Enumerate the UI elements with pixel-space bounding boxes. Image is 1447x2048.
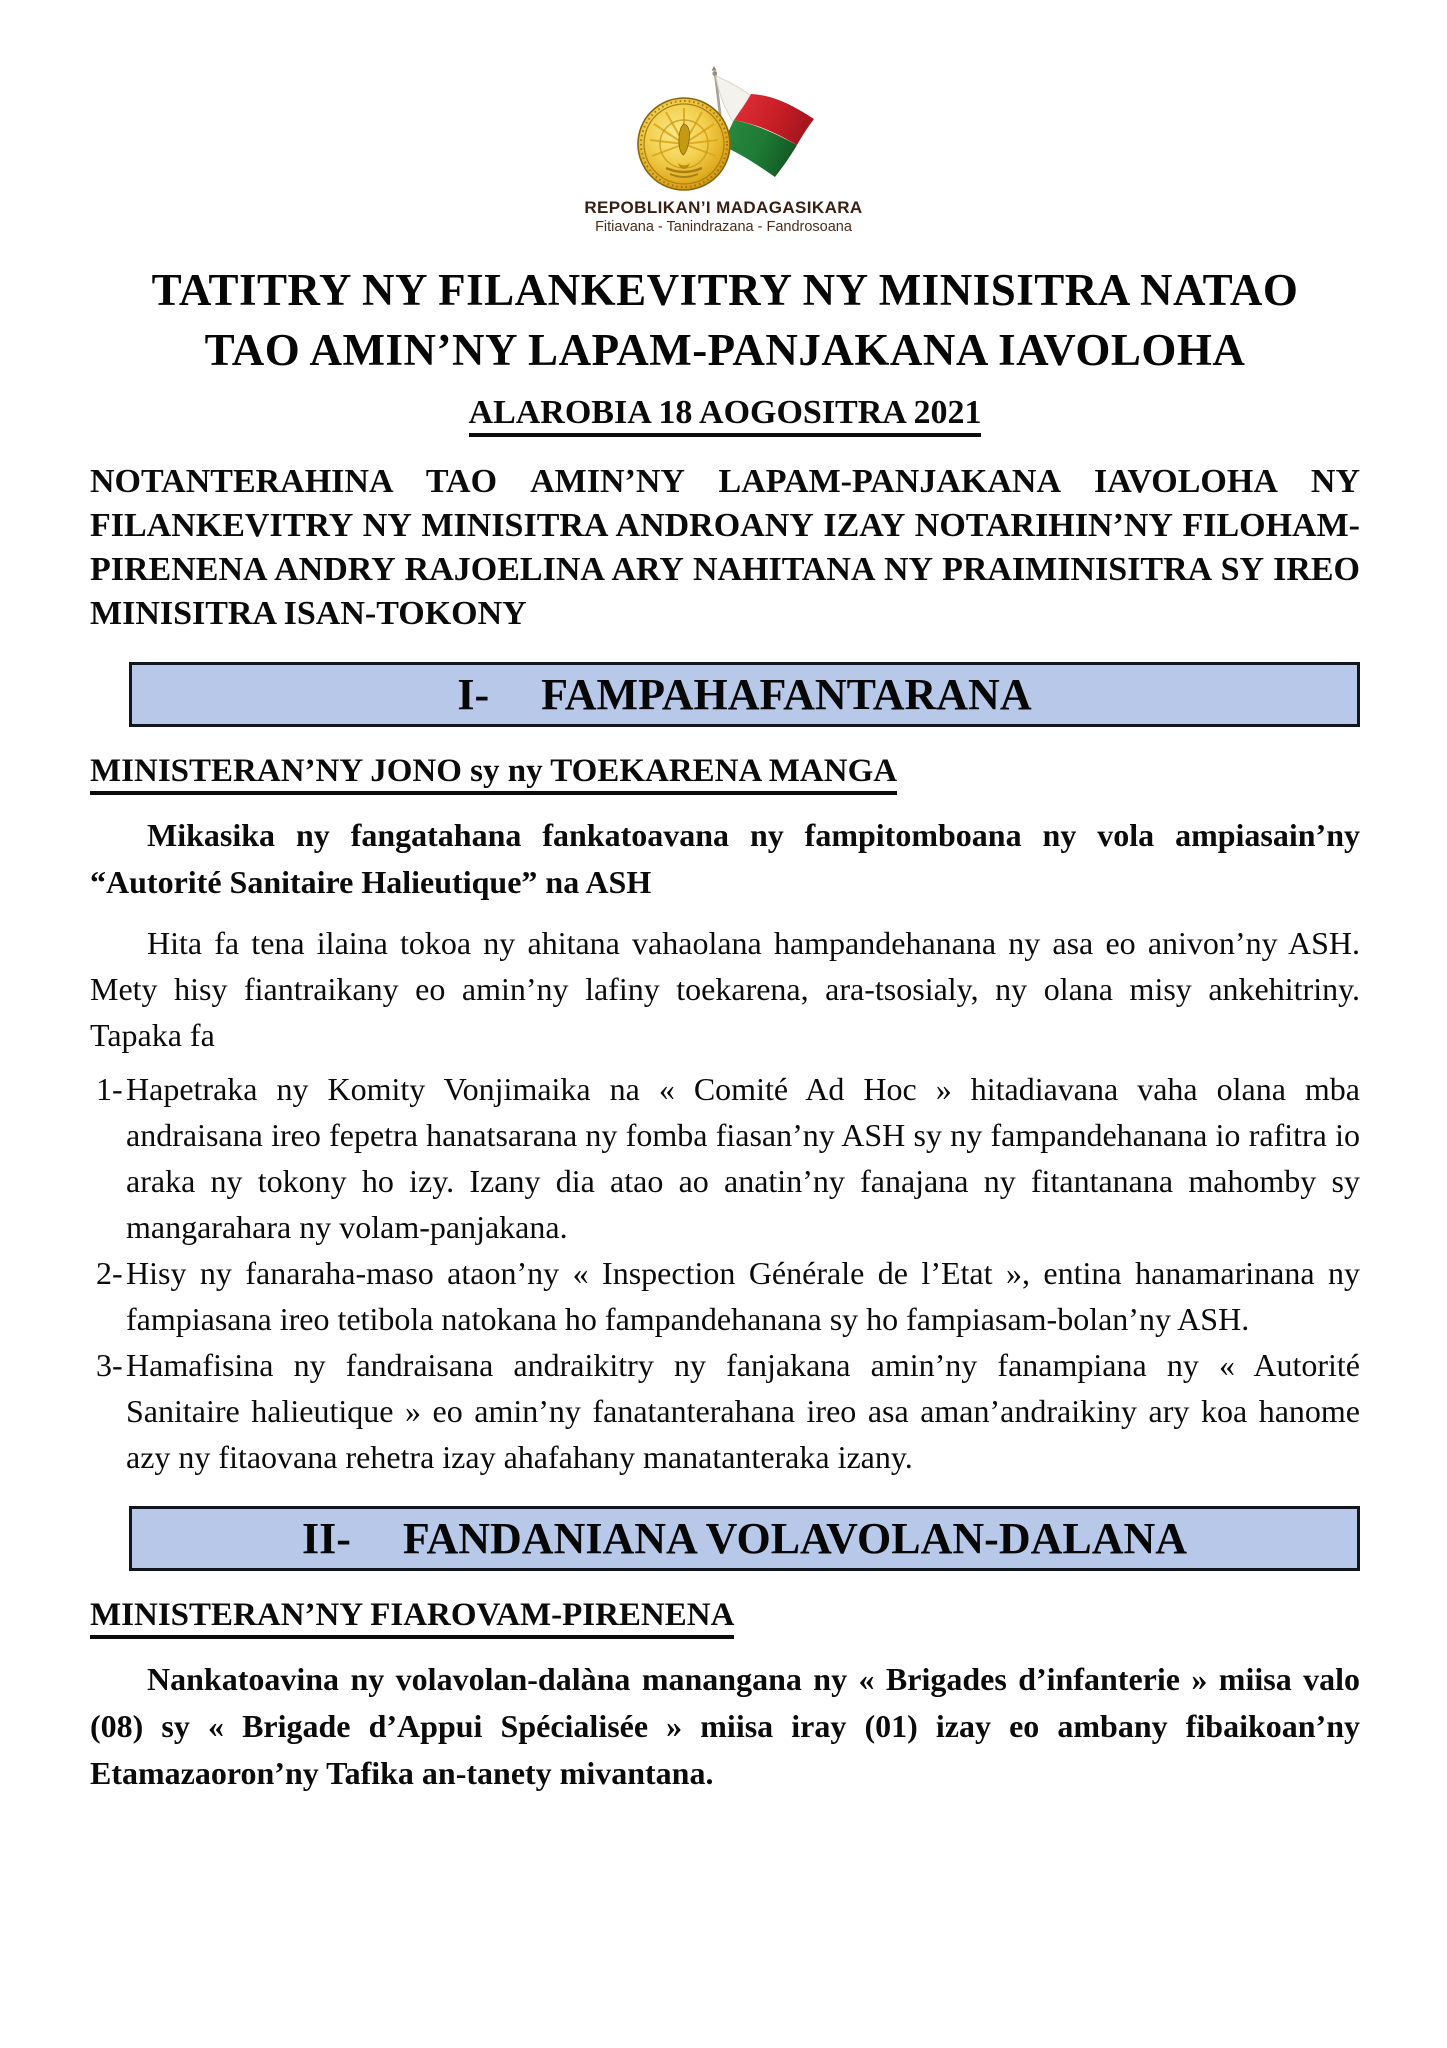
national-motto: Fitiavana - Tanindrazana - Fandrosoana: [595, 219, 852, 235]
country-name: REPOBLIKAN’I MADAGASIKARA: [584, 198, 863, 217]
document-title: [90, 260, 1360, 380]
gold-seal: [638, 98, 730, 190]
list-item-marker: 3-: [96, 1347, 123, 1383]
title-line-2: TAO AMIN’NY LAPAM-PANJAKANA IAVOLOHA: [204, 325, 1246, 375]
list-item: [90, 1342, 1360, 1480]
section-1-body-paragraph: Hita fa tena ilaina tokoa ny ahitana vahaolana hampandehanana ny asa eo anivon’ny ASH. Mety hisy fiantraikany eo amin’ny lafiny toekarena, ara-tsosialy, ny olana misy ankehitriny. Tapaka fa: [90, 925, 1360, 1053]
section-1-number: I-: [457, 670, 490, 719]
madagascar-coat-of-arms: [584, 64, 862, 235]
list-item-text: Hapetraka ny Komity Vonjimaika na « Comité Ad Hoc » hitadiavana vaha olana mba andraisana ireo fepetra hanatsarana ny fomba fiasan’ny ASH sy ny fampandehanana io rafitra io araka ny tokony ho izy. Izany dia atao ao anatin’ny fanajana ny fitantanana mahomby sy mangarahara ny volam-panjakana.: [126, 1071, 1360, 1245]
list-item-marker: 2-: [96, 1255, 123, 1291]
section-2-lead-paragraph: Nankatoavina ny volavolan-dalàna manangana ny « Brigades d’infanterie » miisa valo (08) sy « Brigade d’Appui Spécialisée » miisa iray (01) izay eo ambany fibaikoan’ny Etamazaoron’ny Tafika an-tanety mivantana.: [90, 1661, 1360, 1791]
ministry-2-text: MINISTERAN’NY FIAROVAM-PIRENENA: [90, 1597, 734, 1639]
document-date: [90, 394, 1360, 432]
section-1-title: FAMPAHAFANTARANA: [541, 670, 1032, 719]
ministry-heading-2: [90, 1597, 1360, 1634]
list-item-text: Hamafisina ny fandraisana andraikitry ny fanjakana amin’ny fanampiana ny « Autorité Sanitaire halieutique » eo amin’ny fanatanterahana ireo asa aman’andraikiny ary koa hanome azy ny fitaovana rehetra izay ahafahany manatanteraka izany.: [126, 1347, 1360, 1475]
section-2-title: FANDANIANA VOLAVOLAN-DALANA: [402, 1514, 1188, 1563]
ministry-1-text: MINISTERAN’NY JONO sy ny TOEKARENA MANGA: [90, 753, 897, 795]
pole-finial: [712, 66, 717, 71]
list-item: [90, 1250, 1360, 1342]
date-text: ALAROBIA 18 AOGOSITRA 2021: [469, 394, 982, 437]
list-item: [90, 1066, 1360, 1250]
ministry-heading-1: [90, 753, 1360, 790]
title-line-1: TATITRY NY FILANKEVITRY NY MINISITRA NATAO: [151, 265, 1299, 315]
document-body: [90, 260, 1360, 1797]
intro-paragraph: NOTANTERAHINA TAO AMIN’NY LAPAM-PANJAKANA IAVOLOHA NY FILANKEVITRY NY MINISITRA ANDROANY IZAY NOTARIHIN’NY FILOHAM-PIRENENA ANDRY RAJOELINA ARY NAHITANA NY PRAIMINISITRA SY IREO MINISITRA ISAN-TOKONY: [90, 463, 1360, 632]
section-2-heading-bar: [129, 1506, 1360, 1571]
section-1-heading-bar: [129, 662, 1360, 727]
decision-list: [90, 1066, 1360, 1480]
list-item-marker: 1-: [96, 1071, 123, 1107]
section-2-number: II-: [301, 1514, 351, 1563]
section-1-lead-paragraph: Mikasika ny fangatahana fankatoavana ny fampitomboana ny vola ampiasain’ny “Autorité Sanitaire Halieutique” na ASH: [90, 817, 1360, 900]
madagascar-flag-seal-icon: [618, 64, 828, 196]
document-header: [0, 0, 1447, 236]
list-item-text: Hisy ny fanaraha-maso ataon’ny « Inspection Générale de l’Etat », entina hanamarinana ny fampiasana ireo tetibola natokana ho fampandehanana sy ho fampiasam-bolan’ny ASH.: [126, 1255, 1360, 1337]
